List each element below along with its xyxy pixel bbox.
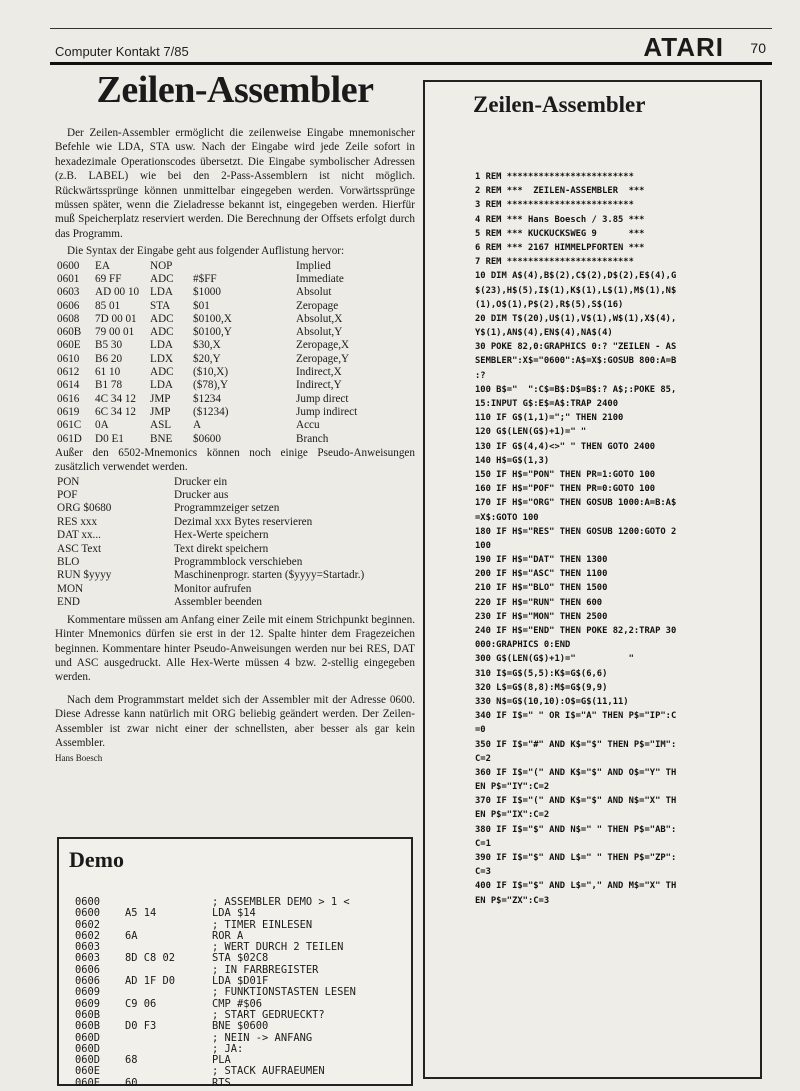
top-rule [50,28,772,29]
listing-line: =0 [475,725,486,736]
syntax-address: 0614 [57,379,80,392]
listing-line: 5 REM *** KUCKUCKSWEG 9 *** [475,228,645,239]
demo-instruction: STA $02C8 [212,952,269,965]
listing-line: 310 I$=G$(5,5):K$=G$(6,6) [475,668,608,679]
listing-line: 180 IF H$="RES" THEN GOSUB 1200:GOTO 2 [475,526,677,537]
demo-title: Demo [69,847,124,872]
listing-line: :? [475,370,486,381]
demo-instruction: BNE $0600 [212,1020,269,1033]
listing-line: 2 REM *** ZEILEN-ASSEMBLER *** [475,186,645,197]
syntax-address: 0601 [57,272,80,285]
syntax-mode: Jump indirect [296,405,358,418]
listing-line: 320 L$=G$(8,8):M$=G$(9,9) [475,682,608,693]
pseudo-command: MON [57,582,84,595]
demo-instruction: ROR A [212,929,244,942]
pseudo-description: Drucker aus [174,489,229,502]
syntax-opcode: D0 E1 [95,432,124,445]
listing-line: 15:INPUT G$:E$=A$:TRAP 2400 [475,399,618,409]
demo-instruction: ; START GEDRUECKT? [212,1008,325,1021]
syntax-mnemonic: ADC [150,312,174,325]
syntax-opcode: EA [95,259,110,272]
demo-instruction: RTS [212,1076,231,1089]
pseudo-description: Drucker ein [174,475,228,488]
page-header [55,34,772,64]
syntax-operand: $30,X [193,339,221,352]
demo-address: 060E [75,1076,101,1089]
pseudo-row [57,596,364,609]
listing-line: 30 POKE 82,0:GRAPHICS 0:? "ZEILEN - AS [475,342,677,353]
syntax-mnemonic: ADC [150,326,174,339]
demo-bytes: A5 14 [125,907,157,920]
demo-bytes: 60 [125,1076,138,1089]
section-brand: ATARI [643,32,724,62]
syntax-operand: ($1234) [193,405,229,418]
listing-line: 150 IF H$="PON" THEN PR=1:GOTO 100 [475,469,656,480]
demo-address: 0602 [75,918,101,931]
pseudo-row [57,543,364,556]
listing-line: 110 IF G$(1,1)=";" THEN 2100 [475,413,624,424]
syntax-opcode: B6 20 [95,352,123,365]
syntax-mode: Absolut [296,286,332,299]
syntax-row [57,260,357,273]
syntax-address: 060E [57,339,81,352]
syntax-mode: Zeropage [296,299,339,312]
listing-line: 350 IF I$="#" AND K$="$" THEN P$="IM": [475,739,677,750]
listing-title: Zeilen-Assembler [473,92,646,117]
pseudo-description: Hex-Werte speichern [174,529,269,542]
syntax-table [57,260,357,446]
listing-line: 330 N$=G$(10,10):O$=G$(11,11) [475,696,629,707]
pseudo-row [57,489,364,502]
syntax-operand: $0100,X [193,312,232,325]
listing-line: 20 DIM T$(20),U$(1),V$(1),W$(1),X$(4), [475,313,677,324]
listing-line: 240 IF H$="END" THEN POKE 82,2:TRAP 30 [475,626,677,636]
demo-instruction: ; TIMER EINLESEN [212,918,313,931]
listing-line: 400 IF I$="$" AND L$="," AND M$="X" TH [475,881,677,892]
demo-address: 0606 [75,975,101,988]
demo-instruction: LDA $14 [212,907,256,920]
syntax-mode: Absolut,X [296,312,343,325]
syntax-mode: Zeropage,X [296,339,350,352]
syntax-address: 061D [57,432,82,445]
syntax-mode: Branch [296,432,329,445]
listing-box [423,80,762,1079]
article-title: Zeilen-Assembler [96,69,374,111]
syntax-mnemonic: LDA [150,379,173,392]
author-signature: Hans Boesch [55,753,103,764]
syntax-operand: $1234 [193,392,221,405]
pseudo-command: POF [57,489,78,502]
demo-address: 0603 [75,941,101,954]
syntax-mnemonic: JMP [150,405,171,418]
demo-bytes: AD 1F D0 [125,975,176,988]
listing-line: 1 REM ************************ [475,172,634,182]
syntax-row [57,339,357,352]
pseudo-table [57,476,364,610]
listing-line: (1),O$(1),P$(2),R$(5),S$(16) [475,299,624,310]
listing-line: $(23),H$(5),I$(1),K$(1),L$(1),M$(1),N$ [475,285,677,296]
syntax-operand: $1000 [193,286,221,299]
demo-address: 0600 [75,896,101,908]
pseudo-command: ASC Text [57,542,102,555]
pseudo-description: Programmzeiger setzen [174,502,280,515]
demo-instruction: CMP #$06 [212,997,263,1010]
pseudo-command: RES xxx [57,515,98,528]
syntax-mnemonic: LDA [150,339,173,352]
pseudo-row [57,502,364,515]
listing-line: 140 H$=G$(1,3) [475,455,550,466]
syntax-address: 061C [57,419,82,432]
listing-line: 7 REM ************************ [475,257,634,268]
syntax-address: 0600 [57,259,80,272]
demo-address: 060D [75,1042,101,1055]
demo-address: 0606 [75,963,101,976]
syntax-operand: ($78),Y [193,379,229,392]
demo-instruction: ; ASSEMBLER DEMO > 1 < [212,896,350,908]
syntax-row [57,300,357,313]
intro-paragraph: Der Zeilen-Assembler ermöglicht die zeilenweise Eingabe mnemonischer Befehle wie LDA, STA usw. Nach der Eingabe wird jede Zeile sofort in hexadezimale Operationscodes übersetzt. Die Eingabe symbolischer Adressen (z.B. LABEL) wie bei den 2-Pass-Assemblern ist nicht möglich. Rückwärtssprünge können unmittelbar eingegeben werden. Vorwärtssprünge müssen später, wenn die Zieladresse bekannt ist, eingegeben werden. Hierfür muß Speicherplatz reserviert werden. Die Berechnung der Offsets erfolgt durch das Programm. [55,127,415,240]
syntax-address: 060B [57,326,82,339]
syntax-opcode: 0A [95,419,109,432]
listing-line: 200 IF H$="ASC" THEN 1100 [475,569,608,580]
pseudo-command: BLO [57,556,80,569]
demo-address: 0609 [75,986,101,999]
syntax-operand: $01 [193,299,210,312]
listing-line: 390 IF I$="$" AND L$=" " THEN P$="ZP": [475,853,677,863]
listing-line: 100 [475,540,491,551]
basic-listing [475,170,755,908]
demo-instruction: PLA [212,1054,231,1067]
demo-bytes: 6A [125,929,138,942]
listing-line: Y$(1),AN$(4),EN$(4),NA$(4) [475,328,613,339]
syntax-operand: #$FF [193,272,217,285]
syntax-operand: $0600 [193,432,221,445]
listing-line: EN P$="ZX":C=3 [475,895,550,906]
demo-address: 0609 [75,997,101,1010]
syntax-mode: Jump direct [296,392,349,405]
listing-line: EN P$="IX":C=2 [475,810,550,821]
syntax-opcode: 85 01 [95,299,121,312]
syntax-intro: Die Syntax der Eingabe geht aus folgender Auflistung hervor: [67,245,345,258]
syntax-mode: Immediate [296,272,344,285]
syntax-address: 0610 [57,352,80,365]
header-rule [50,62,772,65]
listing-line: 160 IF H$="POF" THEN PR=0:GOTO 100 [475,484,656,495]
syntax-mode: Implied [296,259,331,272]
listing-line: 190 IF H$="DAT" THEN 1300 [475,555,608,566]
listing-line: 210 IF H$="BLO" THEN 1500 [475,583,608,594]
pseudo-row [57,556,364,569]
syntax-address: 0603 [57,286,80,299]
listing-line: 10 DIM A$(4),B$(2),C$(2),D$(2),E$(4),G [475,271,677,282]
listing-line: C=3 [475,867,491,878]
syntax-opcode: 7D 00 01 [95,312,137,325]
syntax-opcode: 69 FF [95,272,122,285]
syntax-address: 0606 [57,299,80,312]
demo-address: 060B [75,1008,101,1021]
syntax-address: 0612 [57,366,80,379]
pseudo-command: DAT xx... [57,529,101,542]
listing-line: C=2 [475,753,491,764]
pseudo-command: END [57,596,80,609]
pseudo-intro: Außer den 6502-Mnemonics können noch einige Pseudo-Anweisungen zusätzlich verwendet werden. [55,446,415,474]
pseudo-description: Monitor aufrufen [174,582,252,595]
demo-box [57,837,413,1089]
listing-line: 130 IF G$(4,4)<>" " THEN GOTO 2400 [475,441,656,452]
syntax-row [57,433,357,446]
syntax-opcode: 61 10 [95,366,121,379]
magazine-issue: Computer Kontakt 7/85 [55,44,189,59]
syntax-mnemonic: STA [150,299,171,312]
demo-address: 0603 [75,952,101,965]
syntax-mnemonic: LDA [150,286,173,299]
page-number: 70 [750,40,766,56]
listing-line: 120 G$(LEN(G$)+1)=" " [475,427,587,438]
demo-address: 0602 [75,929,101,942]
pseudo-description: Dezimal xxx Bytes reservieren [174,515,313,528]
pseudo-description: Maschinenprogr. starten ($yyyy=Startadr.) [174,569,365,582]
syntax-address: 0619 [57,405,80,418]
syntax-opcode: 79 00 01 [95,326,135,339]
listing-line: 100 B$=" ":C$=B$:D$=B$:? A$;:POKE 85, [475,384,677,395]
syntax-mnemonic: JMP [150,392,171,405]
syntax-row [57,393,357,406]
syntax-mode: Indirect,X [296,366,342,379]
demo-bytes: 68 [125,1054,138,1067]
pseudo-description: Assembler beenden [174,596,262,609]
listing-line: C=1 [475,838,491,849]
demo-instruction: ; NEIN -> ANFANG [212,1031,313,1044]
listing-line: 300 G$(LEN(G$)+1)=" " [475,654,634,665]
listing-line: 4 REM *** Hans Boesch / 3.85 *** [475,214,645,225]
syntax-mnemonic: NOP [150,259,173,272]
listing-line: 3 REM ************************ [475,200,634,211]
syntax-opcode: B5 30 [95,339,123,352]
demo-bytes: C9 06 [125,997,157,1010]
listing-line: SEMBLER":X$="0600":A$=X$:GOSUB 800:A=B [475,356,677,367]
syntax-row [57,353,357,366]
syntax-operand [193,260,296,273]
syntax-operand: $20,Y [193,352,221,365]
demo-instruction: ; STACK AUFRAEUMEN [212,1065,325,1078]
article-column [55,66,415,763]
pseudo-description: Programmblock verschieben [174,556,303,569]
syntax-mnemonic: LDX [150,352,173,365]
demo-instruction: ; FUNKTIONSTASTEN LESEN [212,986,356,999]
demo-address: 060B [75,1020,101,1033]
syntax-mnemonic: ASL [150,419,172,432]
syntax-row [57,406,357,419]
syntax-address: 0616 [57,392,80,405]
syntax-mnemonic: ADC [150,272,174,285]
listing-line: 370 IF I$="(" AND K$="$" AND N$="X" TH [475,796,677,807]
syntax-row [57,286,357,299]
syntax-operand: ($10,X) [193,366,229,379]
syntax-mode: Zeropage,Y [296,352,350,365]
syntax-opcode: B1 78 [95,379,123,392]
syntax-mnemonic: BNE [150,432,173,445]
listing-line: 220 IF H$="RUN" THEN 600 [475,597,603,608]
pseudo-command: RUN $yyyy [57,569,112,582]
listing-line: =X$:GOTO 100 [475,512,539,523]
demo-address: 060E [75,1065,101,1078]
demo-instruction: ; IN FARBREGISTER [212,963,319,976]
demo-instruction: LDA $D01F [212,975,269,988]
pseudo-row [57,476,364,489]
pseudo-row [57,516,364,529]
demo-address: 060D [75,1054,101,1067]
listing-line: 230 IF H$="MON" THEN 2500 [475,611,608,622]
comments-paragraph: Kommentare müssen am Anfang einer Zeile mit einem Strichpunkt beginnen. Hinter Mnemonics dürfen sie erst in der 12. Spalte hinter dem Fragezeichen beginnen. Kommentare hinter Pseudo-Anweisungen werden nur bei RES, DAT und ASC ausgedruckt. Alle Hex-Werte müssen 4 bzw. 2-stellig eingegeben werden. [55,613,415,684]
syntax-row [57,379,357,392]
demo-instruction: ; JA: [212,1042,244,1055]
pseudo-row [57,583,364,596]
listing-line: 380 IF I$="$" AND N$=" " THEN P$="AB": [475,824,677,835]
demo-bytes: 8D C8 02 [125,952,176,965]
demo-address: 0600 [75,907,101,920]
syntax-row [57,419,357,432]
syntax-opcode: 4C 34 12 [95,392,137,405]
syntax-row [57,313,357,326]
pseudo-description: Text direkt speichern [174,542,269,555]
listing-line: EN P$="IY":C=2 [475,782,550,793]
listing-line: 340 IF I$=" " OR I$="A" THEN P$="IP":C [475,711,677,722]
listing-line: 360 IF I$="(" AND K$="$" AND O$="Y" TH [475,767,677,778]
syntax-row [57,273,357,286]
syntax-mode: Accu [296,419,320,432]
syntax-operand: $0100,Y [193,326,232,339]
listing-line: 170 IF H$="ORG" THEN GOSUB 1000:A=B:A$ [475,498,677,509]
syntax-mode: Indirect,Y [296,379,342,392]
syntax-row [57,366,357,379]
syntax-row [57,326,357,339]
pseudo-command: PON [57,475,80,488]
syntax-opcode: 6C 34 12 [95,405,137,418]
start-paragraph: Nach dem Programmstart meldet sich der Assembler mit der Adresse 0600. Diese Adresse kann natürlich mit ORG beliebig geändert werden. Der Zeilen-Assembler ist zwar nicht einer der schnellsten, aber besser als gar kein Assembler. [55,693,415,749]
demo-bytes: D0 F3 [125,1020,157,1033]
pseudo-row [57,529,364,542]
demo-instruction: ; WERT DURCH 2 TEILEN [212,941,344,954]
syntax-opcode: AD 00 10 [95,286,140,299]
syntax-mode: Absolut,Y [296,326,343,339]
listing-line: 6 REM *** 2167 HIMMELPFORTEN *** [475,242,645,253]
syntax-address: 0608 [57,312,80,325]
demo-address: 060D [75,1031,101,1044]
syntax-mnemonic: ADC [150,366,174,379]
syntax-operand: A [193,419,202,432]
pseudo-command: ORG $0680 [57,502,112,515]
listing-line: 000:GRAPHICS 0:END [475,640,571,651]
pseudo-row [57,569,364,582]
